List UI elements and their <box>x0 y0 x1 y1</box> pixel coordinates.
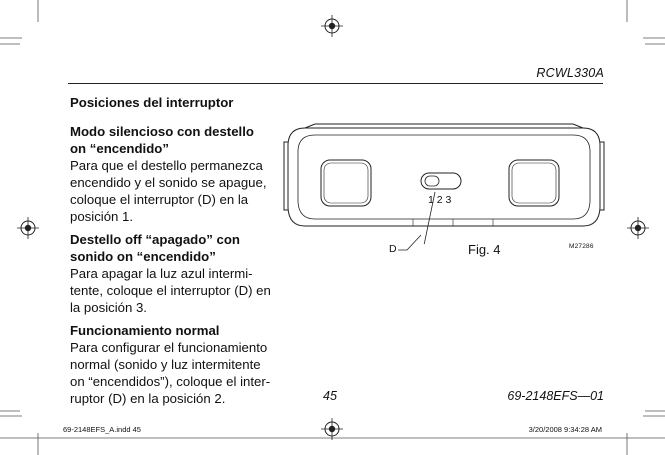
device-illustration <box>283 122 608 244</box>
slug-datetime: 3/20/2008 9:34:28 AM <box>528 425 602 434</box>
callout-leader <box>397 234 437 254</box>
instructions-column <box>70 94 292 407</box>
model-number: RCWL330A <box>536 66 604 80</box>
registration-mark-top <box>321 15 343 37</box>
registration-mark-bottom <box>321 418 343 440</box>
switch-positions: 1 2 3 <box>428 194 452 206</box>
item-1-heading: Modo silencioso con destello on “encendido” <box>70 124 254 156</box>
item-1-body: Para que el destello permanezca encendido y el sonido se apague, coloque el interruptor (D) en la posición 1. <box>70 158 267 224</box>
item-3-body: Para configurar el funcionamiento normal (sonido y luz intermitente on “encendidos”), coloque el inter- ruptor (D) en la posición 2. <box>70 340 271 406</box>
item-2-body: Para apagar la luz azul intermi- tente, coloque el interruptor (D) en la posición 3. <box>70 266 271 315</box>
header-rule <box>68 83 603 84</box>
figure-label: Fig. 4 <box>468 242 501 257</box>
figure-code: M27286 <box>569 243 594 250</box>
section-title: Posiciones del interruptor <box>70 95 234 110</box>
figure-callout: D <box>389 243 397 255</box>
registration-mark-left <box>17 217 39 239</box>
registration-mark-right <box>627 217 649 239</box>
document-code: 69-2148EFS—01 <box>507 389 604 403</box>
item-3-heading: Funcionamiento normal <box>70 323 220 338</box>
item-2-heading: Destello off “apagado” con sonido on “encendido” <box>70 232 240 264</box>
page-number: 45 <box>323 389 337 403</box>
slug-file: 69-2148EFS_A.indd 45 <box>63 425 141 434</box>
